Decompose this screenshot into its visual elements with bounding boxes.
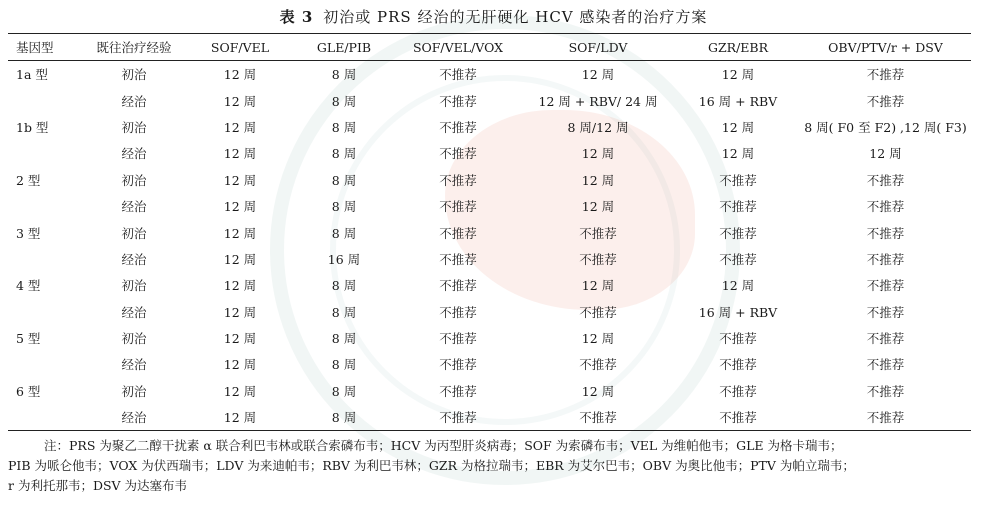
cell-prior-treatment: 初治	[121, 67, 147, 83]
cell-genotype	[8, 246, 80, 272]
table-row	[8, 140, 971, 166]
cell-genotype: 4 型	[16, 278, 41, 294]
cell-prior-treatment: 初治	[121, 383, 147, 399]
cell-sof-vel: 12 周	[223, 146, 257, 162]
table-number: 表 3	[279, 8, 314, 26]
cell-gle-pib: 8 周	[331, 67, 357, 83]
table-row	[8, 167, 971, 193]
table-row	[8, 272, 971, 298]
cell-sof-ldv: 8 周/12 周	[567, 119, 629, 135]
cell-obv-ptv-r-dsv: 不推荐	[866, 199, 905, 215]
cell-gzr-ebr: 不推荐	[719, 199, 757, 215]
cell-gle-pib: 8 周	[331, 93, 357, 109]
cell-sof-vel: 12 周	[223, 304, 257, 320]
cell-gle-pib: 8 周	[331, 119, 357, 135]
cell-sof-vel-vox: 不推荐	[439, 278, 477, 294]
cell-genotype: 6 型	[16, 383, 41, 399]
footnote-line-1: 注：PRS 为聚乙二醇干扰素 α 联合利巴韦林或联合索磷布韦；HCV 为丙型肝炎病毒；SOF 为索磷布韦；VEL 为维帕他韦；GLE 为格卡瑞韦；	[44, 438, 843, 453]
cell-gle-pib: 8 周	[292, 404, 396, 431]
cell-gle-pib: 8 周	[331, 304, 357, 320]
table-row	[8, 193, 971, 219]
cell-gzr-ebr: 不推荐	[719, 172, 757, 188]
header-sof-vel-vox: SOF/VEL/VOX	[396, 34, 520, 61]
cell-gle-pib: 8 周	[331, 357, 357, 373]
cell-prior-treatment: 经治	[121, 146, 147, 162]
table-row	[8, 219, 971, 245]
cell-genotype	[8, 193, 80, 219]
cell-genotype	[8, 404, 80, 431]
cell-sof-ldv: 12 周	[581, 199, 615, 215]
cell-prior-treatment: 初治	[121, 278, 147, 294]
cell-sof-vel-vox: 不推荐	[396, 404, 520, 431]
cell-gzr-ebr: 不推荐	[719, 383, 757, 399]
cell-prior-treatment: 经治	[121, 199, 147, 215]
cell-genotype	[8, 351, 80, 377]
cell-sof-vel: 12 周	[223, 278, 257, 294]
cell-sof-vel: 12 周	[223, 93, 257, 109]
cell-gzr-ebr: 12 周	[721, 67, 755, 83]
cell-obv-ptv-r-dsv: 不推荐	[866, 331, 905, 347]
table-row	[8, 404, 971, 431]
cell-obv-ptv-r-dsv: 不推荐	[866, 278, 905, 294]
cell-prior-treatment: 经治	[121, 357, 147, 373]
cell-obv-ptv-r-dsv: 不推荐	[866, 251, 905, 267]
cell-sof-ldv: 12 周	[581, 146, 615, 162]
cell-gle-pib: 8 周	[331, 199, 357, 215]
cell-sof-vel-vox: 不推荐	[439, 304, 477, 320]
cell-sof-vel: 12 周	[223, 172, 257, 188]
cell-gzr-ebr: 不推荐	[719, 331, 757, 347]
cell-genotype: 1a 型	[16, 67, 48, 83]
cell-sof-ldv: 12 周	[581, 331, 615, 347]
cell-sof-ldv: 12 周	[581, 172, 615, 188]
cell-gzr-ebr: 不推荐	[719, 225, 757, 241]
cell-gzr-ebr: 12 周	[721, 119, 755, 135]
cell-obv-ptv-r-dsv: 不推荐	[866, 225, 905, 241]
cell-gzr-ebr: 不推荐	[676, 404, 800, 431]
cell-genotype	[8, 140, 80, 166]
cell-obv-ptv-r-dsv: 不推荐	[866, 93, 905, 109]
cell-gzr-ebr: 12 周	[721, 146, 755, 162]
cell-prior-treatment: 经治	[121, 251, 147, 267]
cell-obv-ptv-r-dsv: 不推荐	[866, 67, 905, 83]
cell-sof-vel-vox: 不推荐	[439, 93, 477, 109]
footnote-line-3: r 为利托那韦；DSV 为达塞布韦	[8, 478, 188, 493]
cell-obv-ptv-r-dsv: 12 周	[869, 146, 902, 162]
cell-obv-ptv-r-dsv: 不推荐	[866, 304, 905, 320]
table-row	[8, 351, 971, 377]
cell-gzr-ebr: 不推荐	[719, 251, 757, 267]
cell-sof-vel-vox: 不推荐	[439, 146, 477, 162]
cell-sof-vel-vox: 不推荐	[439, 383, 477, 399]
cell-sof-ldv: 不推荐	[579, 357, 617, 373]
cell-sof-vel-vox: 不推荐	[439, 67, 477, 83]
header-gle-pib: GLE/PIB	[292, 34, 396, 61]
cell-prior-treatment: 初治	[121, 225, 147, 241]
cell-sof-vel: 12 周	[223, 251, 257, 267]
cell-gle-pib: 8 周	[331, 331, 357, 347]
cell-prior-treatment: 经治	[121, 304, 147, 320]
table-row	[8, 87, 971, 113]
cell-sof-vel-vox: 不推荐	[439, 225, 477, 241]
cell-sof-vel: 12 周	[223, 383, 257, 399]
cell-prior-treatment: 初治	[121, 172, 147, 188]
table-caption	[0, 6, 987, 27]
table-row	[8, 61, 971, 88]
cell-gzr-ebr: 12 周	[721, 278, 755, 294]
cell-sof-vel: 12 周	[223, 331, 257, 347]
cell-sof-vel: 12 周	[223, 357, 257, 373]
cell-sof-vel-vox: 不推荐	[439, 172, 477, 188]
table-row	[8, 378, 971, 404]
table-row	[8, 299, 971, 325]
cell-obv-ptv-r-dsv: 8 周( F0 至 F2) ,12 周( F3)	[804, 119, 967, 135]
header-sof-vel: SOF/VEL	[188, 34, 292, 61]
table-title: 初治或 PRS 经治的无肝硬化 HCV 感染者的治疗方案	[323, 8, 708, 26]
cell-genotype: 2 型	[16, 172, 41, 188]
table-row	[8, 114, 971, 140]
cell-sof-vel-vox: 不推荐	[439, 251, 477, 267]
header-gzr-ebr: GZR/EBR	[676, 34, 800, 61]
table-header-row	[8, 34, 971, 61]
cell-sof-vel: 12 周	[223, 67, 257, 83]
cell-gzr-ebr: 16 周 + RBV	[698, 93, 778, 109]
cell-sof-vel: 12 周	[223, 119, 257, 135]
table-footnote	[8, 436, 971, 496]
cell-sof-vel: 12 周	[223, 225, 257, 241]
cell-sof-ldv: 不推荐	[579, 251, 617, 267]
footnote-line-2: PIB 为哌仑他韦；VOX 为伏西瑞韦；LDV 为来迪帕韦；RBV 为利巴韦林；GZR 为格拉瑞韦；EBR 为艾尔巴韦；OBV 为奥比他韦；PTV 为帕立瑞韦；	[8, 458, 855, 473]
cell-gzr-ebr: 16 周 + RBV	[698, 304, 778, 320]
table-row	[8, 325, 971, 351]
header-genotype: 基因型	[8, 34, 80, 61]
cell-sof-ldv: 不推荐	[579, 304, 617, 320]
cell-genotype: 1b 型	[16, 119, 49, 135]
cell-gle-pib: 8 周	[331, 146, 357, 162]
cell-sof-vel: 12 周	[223, 199, 257, 215]
cell-obv-ptv-r-dsv: 不推荐	[800, 404, 971, 431]
cell-gle-pib: 16 周	[327, 251, 361, 267]
cell-obv-ptv-r-dsv: 不推荐	[866, 172, 905, 188]
cell-prior-treatment: 经治	[80, 404, 188, 431]
cell-sof-vel-vox: 不推荐	[439, 199, 477, 215]
cell-gle-pib: 8 周	[331, 278, 357, 294]
cell-sof-ldv: 不推荐	[579, 225, 617, 241]
cell-prior-treatment: 初治	[121, 331, 147, 347]
cell-genotype: 3 型	[16, 225, 41, 241]
cell-obv-ptv-r-dsv: 不推荐	[866, 383, 905, 399]
cell-gle-pib: 8 周	[331, 383, 357, 399]
cell-sof-vel-vox: 不推荐	[439, 331, 477, 347]
header-obv-ptv-r-dsv: OBV/PTV/r + DSV	[800, 34, 971, 61]
cell-obv-ptv-r-dsv: 不推荐	[866, 357, 905, 373]
cell-sof-ldv: 12 周	[581, 383, 615, 399]
header-prior-treatment: 既往治疗经验	[80, 34, 188, 61]
cell-sof-ldv: 12 周	[581, 278, 615, 294]
cell-gzr-ebr: 不推荐	[719, 357, 757, 373]
cell-sof-vel-vox: 不推荐	[439, 119, 477, 135]
cell-gle-pib: 8 周	[331, 172, 357, 188]
cell-sof-vel: 12 周	[188, 404, 292, 431]
cell-genotype	[8, 299, 80, 325]
header-sof-ldv: SOF/LDV	[520, 34, 676, 61]
cell-sof-vel-vox: 不推荐	[439, 357, 477, 373]
cell-gle-pib: 8 周	[331, 225, 357, 241]
cell-prior-treatment: 初治	[121, 119, 147, 135]
cell-sof-ldv: 不推荐	[520, 404, 676, 431]
cell-sof-ldv: 12 周	[581, 67, 615, 83]
treatment-table	[8, 33, 971, 431]
cell-genotype	[8, 87, 80, 113]
cell-sof-ldv: 12 周 + RBV/ 24 周	[538, 93, 658, 109]
cell-prior-treatment: 经治	[121, 93, 147, 109]
cell-genotype: 5 型	[16, 331, 41, 347]
table-row	[8, 246, 971, 272]
